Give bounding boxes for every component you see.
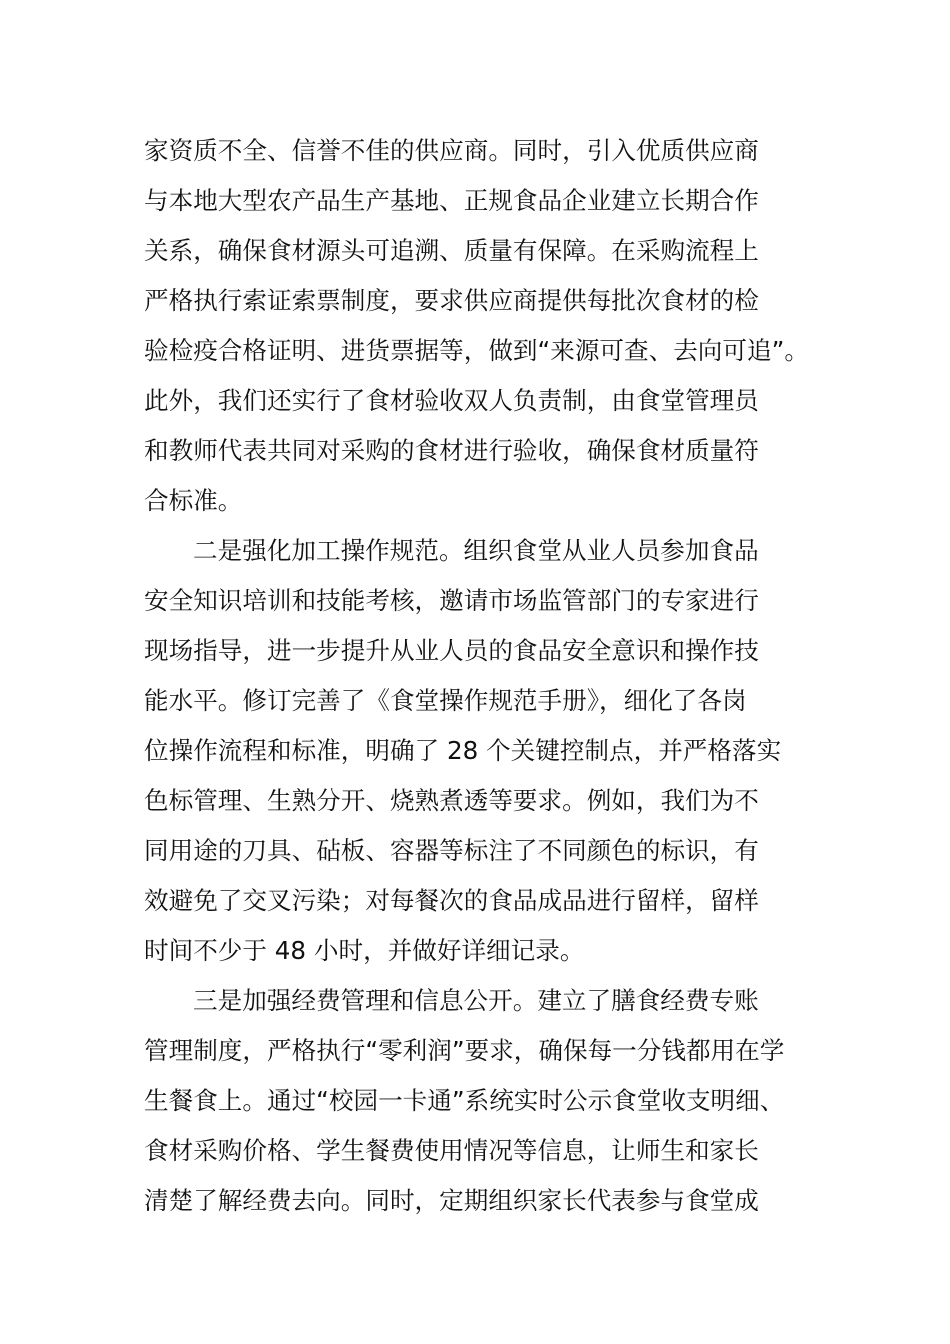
text-line: 同用途的刀具、砧板、容器等标注了不同颜色的标识，有 — [144, 836, 759, 865]
text-line: 安全知识培训和技能考核，邀请市场监管部门的专家进行 — [144, 586, 759, 615]
text-line: 生餐食上。通过“校园一卡通”系统实时公示食堂收支明细、 — [144, 1086, 785, 1115]
text-line: 严格执行索证索票制度，要求供应商提供每批次食材的检 — [144, 286, 759, 315]
text-line: 与本地大型农产品生产基地、正规食品企业建立长期合作 — [144, 186, 759, 215]
text-line: 管理制度，严格执行“零利润”要求，确保每一分钱都用在学 — [144, 1036, 785, 1065]
text-line: 位操作流程和标准，明确了 28 个关键控制点，并严格落实 — [144, 736, 782, 765]
text-line: 食材采购价格、学生餐费使用情况等信息，让师生和家长 — [144, 1136, 759, 1165]
text-line: 关系，确保食材源头可追溯、质量有保障。在采购流程上 — [144, 236, 759, 265]
text-line: 清楚了解经费去向。同时，定期组织家长代表参与食堂成 — [144, 1186, 759, 1215]
text-line: 家资质不全、信誉不佳的供应商。同时，引入优质供应商 — [144, 136, 759, 165]
text-line: 色标管理、生熟分开、烧熟煮透等要求。例如，我们为不 — [144, 786, 759, 815]
paragraph-first-line: 二是强化加工操作规范。组织食堂从业人员参加食品 — [193, 536, 759, 565]
text-line: 和教师代表共同对采购的食材进行验收，确保食材质量符 — [144, 436, 759, 465]
document-body — [144, 126, 814, 1226]
text-line: 效避免了交叉污染；对每餐次的食品成品进行留样，留样 — [144, 886, 759, 915]
text-line: 能水平。修订完善了《食堂操作规范手册》，细化了各岗 — [144, 686, 747, 715]
text-line: 此外，我们还实行了食材验收双人负责制，由食堂管理员 — [144, 386, 759, 415]
text-line: 时间不少于 48 小时，并做好详细记录。 — [144, 936, 585, 965]
text-line: 合标准。 — [144, 486, 243, 515]
paragraph-first-line: 三是加强经费管理和信息公开。建立了膳食经费专账 — [193, 986, 759, 1015]
text-line: 现场指导，进一步提升从业人员的食品安全意识和操作技 — [144, 636, 759, 665]
text-line: 验检疫合格证明、进货票据等，做到“来源可查、去向可追”。 — [144, 336, 809, 365]
